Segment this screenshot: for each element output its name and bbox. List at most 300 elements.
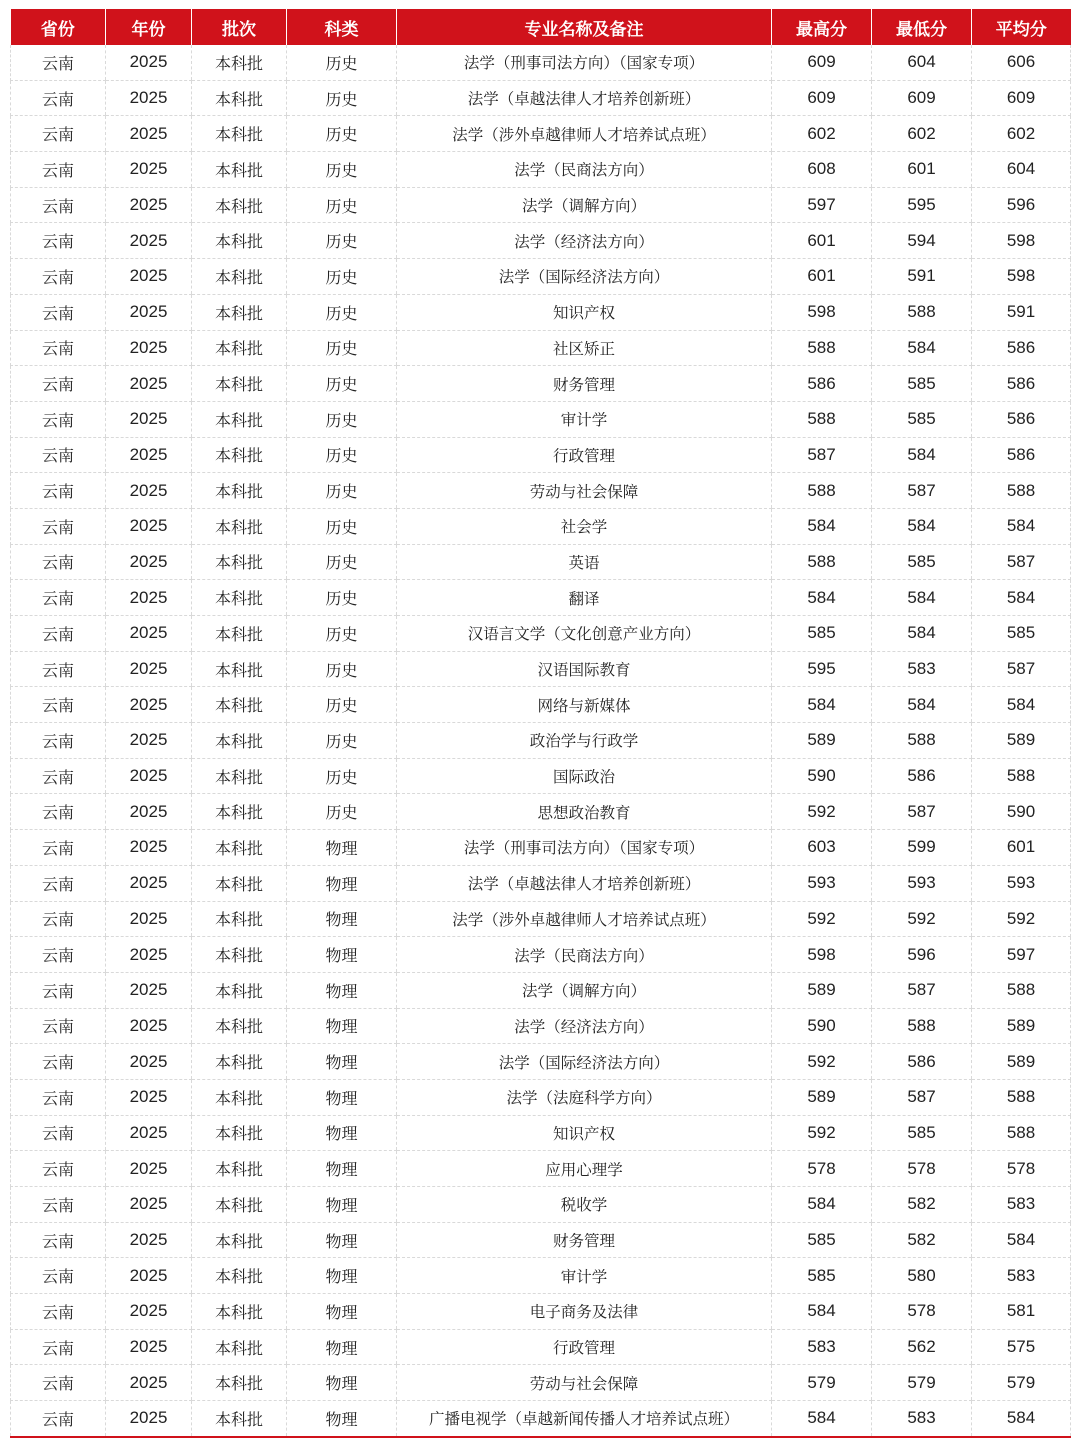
col-province-header: 省份 xyxy=(11,9,106,45)
table-row xyxy=(11,1222,1071,1258)
col-major-cell: 法学（民商法方向） xyxy=(397,937,772,973)
table-body xyxy=(11,45,1071,1437)
col-min-score-cell: 587 xyxy=(872,1079,972,1115)
col-batch-cell: 本科批 xyxy=(192,401,287,437)
col-avg-score-cell: 588 xyxy=(972,1079,1071,1115)
col-min-score-cell: 602 xyxy=(872,116,972,152)
col-max-score-cell: 590 xyxy=(772,758,872,794)
col-batch-cell: 本科批 xyxy=(192,1151,287,1187)
col-year-cell: 2025 xyxy=(106,830,192,866)
col-province-cell: 云南 xyxy=(11,830,106,866)
col-major-cell: 政治学与行政学 xyxy=(397,723,772,759)
col-province-cell: 云南 xyxy=(11,1044,106,1080)
col-subject-cell: 物理 xyxy=(287,1401,397,1437)
col-subject-cell: 物理 xyxy=(287,1329,397,1365)
col-avg-score-cell: 598 xyxy=(972,223,1071,259)
col-max-score-cell: 584 xyxy=(772,1294,872,1330)
col-major-cell: 法学（刑事司法方向）（国家专项） xyxy=(397,830,772,866)
table-row xyxy=(11,80,1071,116)
col-batch-cell: 本科批 xyxy=(192,937,287,973)
col-subject-cell: 历史 xyxy=(287,401,397,437)
col-min-score-cell: 588 xyxy=(872,723,972,759)
table-row xyxy=(11,401,1071,437)
col-province-cell: 云南 xyxy=(11,259,106,295)
col-province-cell: 云南 xyxy=(11,152,106,188)
col-subject-cell: 物理 xyxy=(287,972,397,1008)
col-province-cell: 云南 xyxy=(11,972,106,1008)
table-row xyxy=(11,45,1071,80)
col-batch-cell: 本科批 xyxy=(192,80,287,116)
col-min-score-cell: 596 xyxy=(872,937,972,973)
col-subject-cell: 物理 xyxy=(287,1365,397,1401)
col-major-cell: 法学（调解方向） xyxy=(397,972,772,1008)
table-row xyxy=(11,1294,1071,1330)
col-batch-cell: 本科批 xyxy=(192,865,287,901)
col-min-score-cell: 579 xyxy=(872,1365,972,1401)
col-avg-score-cell: 589 xyxy=(972,1044,1071,1080)
col-avg-score-cell: 590 xyxy=(972,794,1071,830)
col-subject-cell: 历史 xyxy=(287,294,397,330)
col-avg-score-cell: 584 xyxy=(972,687,1071,723)
col-batch-cell: 本科批 xyxy=(192,723,287,759)
col-subject-cell: 历史 xyxy=(287,80,397,116)
col-year-header: 年份 xyxy=(106,9,192,45)
col-max-score-cell: 601 xyxy=(772,259,872,295)
col-min-score-cell: 585 xyxy=(872,401,972,437)
col-major-cell: 法学（卓越法律人才培养创新班） xyxy=(397,865,772,901)
table-row xyxy=(11,687,1071,723)
col-subject-cell: 物理 xyxy=(287,1151,397,1187)
col-major-cell: 应用心理学 xyxy=(397,1151,772,1187)
col-subject-cell: 物理 xyxy=(287,865,397,901)
col-avg-score-cell: 586 xyxy=(972,401,1071,437)
col-province-cell: 云南 xyxy=(11,1258,106,1294)
col-year-cell: 2025 xyxy=(106,45,192,80)
col-major-cell: 审计学 xyxy=(397,401,772,437)
col-year-cell: 2025 xyxy=(106,1294,192,1330)
col-batch-cell: 本科批 xyxy=(192,1044,287,1080)
col-year-cell: 2025 xyxy=(106,366,192,402)
col-major-cell: 法学（法庭科学方向） xyxy=(397,1079,772,1115)
col-min-score-cell: 580 xyxy=(872,1258,972,1294)
col-major-cell: 法学（国际经济法方向） xyxy=(397,259,772,295)
col-province-cell: 云南 xyxy=(11,437,106,473)
table-row xyxy=(11,544,1071,580)
col-subject-cell: 历史 xyxy=(287,508,397,544)
col-subject-cell: 物理 xyxy=(287,1187,397,1223)
table-row xyxy=(11,1044,1071,1080)
col-min-score-cell: 587 xyxy=(872,972,972,1008)
col-province-cell: 云南 xyxy=(11,330,106,366)
col-province-cell: 云南 xyxy=(11,651,106,687)
col-avg-score-header: 平均分 xyxy=(972,9,1071,45)
col-subject-cell: 物理 xyxy=(287,1044,397,1080)
col-major-cell: 财务管理 xyxy=(397,366,772,402)
col-province-cell: 云南 xyxy=(11,401,106,437)
col-subject-cell: 物理 xyxy=(287,937,397,973)
col-min-score-cell: 588 xyxy=(872,1008,972,1044)
col-major-cell: 电子商务及法律 xyxy=(397,1294,772,1330)
col-batch-cell: 本科批 xyxy=(192,1401,287,1437)
table-row xyxy=(11,616,1071,652)
col-major-cell: 法学（国际经济法方向） xyxy=(397,1044,772,1080)
col-major-cell: 法学（涉外卓越律师人才培养试点班） xyxy=(397,901,772,937)
col-year-cell: 2025 xyxy=(106,1329,192,1365)
col-batch-cell: 本科批 xyxy=(192,1222,287,1258)
col-min-score-cell: 582 xyxy=(872,1187,972,1223)
col-max-score-cell: 584 xyxy=(772,687,872,723)
col-province-cell: 云南 xyxy=(11,544,106,580)
col-batch-cell: 本科批 xyxy=(192,152,287,188)
col-major-cell: 广播电视学（卓越新闻传播人才培养试点班） xyxy=(397,1401,772,1437)
col-province-cell: 云南 xyxy=(11,116,106,152)
col-max-score-cell: 592 xyxy=(772,1044,872,1080)
col-major-cell: 税收学 xyxy=(397,1187,772,1223)
col-avg-score-cell: 604 xyxy=(972,152,1071,188)
table-row xyxy=(11,794,1071,830)
col-max-score-cell: 584 xyxy=(772,508,872,544)
col-avg-score-cell: 588 xyxy=(972,972,1071,1008)
col-avg-score-cell: 586 xyxy=(972,330,1071,366)
table-row xyxy=(11,651,1071,687)
col-province-cell: 云南 xyxy=(11,937,106,973)
col-year-cell: 2025 xyxy=(106,259,192,295)
col-major-cell: 财务管理 xyxy=(397,1222,772,1258)
col-min-score-cell: 578 xyxy=(872,1151,972,1187)
col-avg-score-cell: 588 xyxy=(972,473,1071,509)
col-max-score-cell: 601 xyxy=(772,223,872,259)
col-year-cell: 2025 xyxy=(106,544,192,580)
col-major-cell: 劳动与社会保障 xyxy=(397,473,772,509)
col-year-cell: 2025 xyxy=(106,972,192,1008)
col-subject-cell: 历史 xyxy=(287,723,397,759)
col-year-cell: 2025 xyxy=(106,508,192,544)
col-subject-cell: 历史 xyxy=(287,366,397,402)
col-batch-cell: 本科批 xyxy=(192,1115,287,1151)
col-min-score-cell: 585 xyxy=(872,544,972,580)
col-subject-cell: 物理 xyxy=(287,1008,397,1044)
col-batch-cell: 本科批 xyxy=(192,366,287,402)
col-year-cell: 2025 xyxy=(106,116,192,152)
col-avg-score-cell: 591 xyxy=(972,294,1071,330)
col-min-score-cell: 604 xyxy=(872,45,972,80)
col-subject-cell: 历史 xyxy=(287,45,397,80)
col-avg-score-cell: 589 xyxy=(972,1008,1071,1044)
col-province-cell: 云南 xyxy=(11,1365,106,1401)
col-province-cell: 云南 xyxy=(11,45,106,80)
col-avg-score-cell: 585 xyxy=(972,616,1071,652)
col-batch-cell: 本科批 xyxy=(192,687,287,723)
col-major-cell: 社区矫正 xyxy=(397,330,772,366)
col-year-cell: 2025 xyxy=(106,1151,192,1187)
col-year-cell: 2025 xyxy=(106,901,192,937)
col-year-cell: 2025 xyxy=(106,1187,192,1223)
col-min-score-cell: 586 xyxy=(872,758,972,794)
col-avg-score-cell: 583 xyxy=(972,1187,1071,1223)
col-min-score-cell: 584 xyxy=(872,687,972,723)
col-max-score-cell: 602 xyxy=(772,116,872,152)
col-min-score-cell: 578 xyxy=(872,1294,972,1330)
col-batch-cell: 本科批 xyxy=(192,616,287,652)
col-province-cell: 云南 xyxy=(11,794,106,830)
col-max-score-cell: 609 xyxy=(772,80,872,116)
col-avg-score-cell: 584 xyxy=(972,1401,1071,1437)
col-major-cell: 翻译 xyxy=(397,580,772,616)
col-year-cell: 2025 xyxy=(106,152,192,188)
col-year-cell: 2025 xyxy=(106,687,192,723)
col-min-score-cell: 583 xyxy=(872,1401,972,1437)
col-province-cell: 云南 xyxy=(11,187,106,223)
col-min-score-cell: 584 xyxy=(872,330,972,366)
col-batch-cell: 本科批 xyxy=(192,972,287,1008)
col-batch-cell: 本科批 xyxy=(192,1258,287,1294)
col-max-score-cell: 584 xyxy=(772,580,872,616)
col-batch-cell: 本科批 xyxy=(192,45,287,80)
col-province-cell: 云南 xyxy=(11,1401,106,1437)
col-max-score-cell: 608 xyxy=(772,152,872,188)
col-major-cell: 法学（民商法方向） xyxy=(397,152,772,188)
col-avg-score-cell: 596 xyxy=(972,187,1071,223)
col-avg-score-cell: 584 xyxy=(972,580,1071,616)
col-avg-score-cell: 584 xyxy=(972,1222,1071,1258)
col-max-score-cell: 598 xyxy=(772,937,872,973)
col-avg-score-cell: 593 xyxy=(972,865,1071,901)
col-subject-cell: 历史 xyxy=(287,330,397,366)
col-province-cell: 云南 xyxy=(11,580,106,616)
col-max-score-header: 最高分 xyxy=(772,9,872,45)
col-year-cell: 2025 xyxy=(106,294,192,330)
col-min-score-cell: 587 xyxy=(872,794,972,830)
col-min-score-cell: 588 xyxy=(872,294,972,330)
col-subject-cell: 历史 xyxy=(287,687,397,723)
col-batch-cell: 本科批 xyxy=(192,473,287,509)
col-province-cell: 云南 xyxy=(11,1151,106,1187)
col-min-score-cell: 593 xyxy=(872,865,972,901)
col-min-score-cell: 595 xyxy=(872,187,972,223)
col-avg-score-cell: 586 xyxy=(972,437,1071,473)
col-subject-cell: 历史 xyxy=(287,580,397,616)
col-avg-score-cell: 601 xyxy=(972,830,1071,866)
col-year-cell: 2025 xyxy=(106,1222,192,1258)
col-major-cell: 社会学 xyxy=(397,508,772,544)
col-avg-score-cell: 581 xyxy=(972,1294,1071,1330)
col-province-cell: 云南 xyxy=(11,294,106,330)
col-year-cell: 2025 xyxy=(106,1365,192,1401)
col-year-cell: 2025 xyxy=(106,651,192,687)
col-min-score-cell: 584 xyxy=(872,508,972,544)
col-min-score-cell: 599 xyxy=(872,830,972,866)
col-batch-cell: 本科批 xyxy=(192,901,287,937)
table-row xyxy=(11,366,1071,402)
col-max-score-cell: 578 xyxy=(772,1151,872,1187)
table-row xyxy=(11,937,1071,973)
col-batch-cell: 本科批 xyxy=(192,437,287,473)
table-row xyxy=(11,294,1071,330)
col-max-score-cell: 588 xyxy=(772,330,872,366)
col-min-score-cell: 585 xyxy=(872,1115,972,1151)
col-major-cell: 法学（调解方向） xyxy=(397,187,772,223)
col-avg-score-cell: 587 xyxy=(972,544,1071,580)
col-year-cell: 2025 xyxy=(106,758,192,794)
table-row xyxy=(11,901,1071,937)
col-province-cell: 云南 xyxy=(11,687,106,723)
col-province-cell: 云南 xyxy=(11,865,106,901)
col-avg-score-cell: 597 xyxy=(972,937,1071,973)
col-min-score-cell: 594 xyxy=(872,223,972,259)
col-batch-cell: 本科批 xyxy=(192,651,287,687)
col-province-cell: 云南 xyxy=(11,723,106,759)
col-province-cell: 云南 xyxy=(11,1222,106,1258)
col-batch-header: 批次 xyxy=(192,9,287,45)
col-avg-score-cell: 579 xyxy=(972,1365,1071,1401)
col-major-cell: 审计学 xyxy=(397,1258,772,1294)
col-major-cell: 知识产权 xyxy=(397,1115,772,1151)
table-row xyxy=(11,1079,1071,1115)
col-major-cell: 行政管理 xyxy=(397,437,772,473)
col-major-cell: 法学（卓越法律人才培养创新班） xyxy=(397,80,772,116)
table-row xyxy=(11,508,1071,544)
col-major-header: 专业名称及备注 xyxy=(397,9,772,45)
col-min-score-cell: 601 xyxy=(872,152,972,188)
table-row xyxy=(11,330,1071,366)
header-row xyxy=(11,9,1071,45)
col-subject-cell: 历史 xyxy=(287,259,397,295)
col-major-cell: 法学（经济法方向） xyxy=(397,1008,772,1044)
col-batch-cell: 本科批 xyxy=(192,187,287,223)
col-max-score-cell: 603 xyxy=(772,830,872,866)
col-avg-score-cell: 606 xyxy=(972,45,1071,80)
col-subject-cell: 历史 xyxy=(287,544,397,580)
col-year-cell: 2025 xyxy=(106,1079,192,1115)
col-subject-cell: 物理 xyxy=(287,1115,397,1151)
table-row xyxy=(11,259,1071,295)
col-major-cell: 汉语国际教育 xyxy=(397,651,772,687)
col-subject-cell: 历史 xyxy=(287,651,397,687)
col-year-cell: 2025 xyxy=(106,1044,192,1080)
col-max-score-cell: 584 xyxy=(772,1187,872,1223)
table-row xyxy=(11,1365,1071,1401)
table-row xyxy=(11,1187,1071,1223)
col-batch-cell: 本科批 xyxy=(192,330,287,366)
col-province-cell: 云南 xyxy=(11,616,106,652)
col-min-score-cell: 585 xyxy=(872,366,972,402)
col-year-cell: 2025 xyxy=(106,437,192,473)
admission-score-table xyxy=(10,9,1071,1438)
col-year-cell: 2025 xyxy=(106,330,192,366)
col-subject-cell: 历史 xyxy=(287,437,397,473)
table-row xyxy=(11,1258,1071,1294)
col-avg-score-cell: 583 xyxy=(972,1258,1071,1294)
col-year-cell: 2025 xyxy=(106,187,192,223)
col-year-cell: 2025 xyxy=(106,616,192,652)
col-subject-cell: 历史 xyxy=(287,152,397,188)
col-batch-cell: 本科批 xyxy=(192,1079,287,1115)
col-year-cell: 2025 xyxy=(106,80,192,116)
col-year-cell: 2025 xyxy=(106,723,192,759)
col-year-cell: 2025 xyxy=(106,1115,192,1151)
col-max-score-cell: 588 xyxy=(772,401,872,437)
col-major-cell: 英语 xyxy=(397,544,772,580)
col-avg-score-cell: 588 xyxy=(972,1115,1071,1151)
col-province-cell: 云南 xyxy=(11,366,106,402)
col-avg-score-cell: 598 xyxy=(972,259,1071,295)
table-row xyxy=(11,223,1071,259)
col-year-cell: 2025 xyxy=(106,401,192,437)
col-avg-score-cell: 575 xyxy=(972,1329,1071,1365)
col-batch-cell: 本科批 xyxy=(192,223,287,259)
col-subject-cell: 历史 xyxy=(287,616,397,652)
col-subject-cell: 物理 xyxy=(287,901,397,937)
col-max-score-cell: 588 xyxy=(772,544,872,580)
col-max-score-cell: 587 xyxy=(772,437,872,473)
table-row xyxy=(11,1401,1071,1437)
col-max-score-cell: 585 xyxy=(772,616,872,652)
col-province-cell: 云南 xyxy=(11,80,106,116)
col-min-score-cell: 584 xyxy=(872,580,972,616)
col-max-score-cell: 579 xyxy=(772,1365,872,1401)
table-row xyxy=(11,580,1071,616)
col-min-score-cell: 587 xyxy=(872,473,972,509)
col-batch-cell: 本科批 xyxy=(192,794,287,830)
col-batch-cell: 本科批 xyxy=(192,758,287,794)
col-subject-cell: 历史 xyxy=(287,223,397,259)
col-max-score-cell: 592 xyxy=(772,794,872,830)
col-province-cell: 云南 xyxy=(11,1187,106,1223)
col-avg-score-cell: 584 xyxy=(972,508,1071,544)
col-avg-score-cell: 592 xyxy=(972,901,1071,937)
col-max-score-cell: 593 xyxy=(772,865,872,901)
col-max-score-cell: 583 xyxy=(772,1329,872,1365)
col-max-score-cell: 592 xyxy=(772,901,872,937)
col-major-cell: 知识产权 xyxy=(397,294,772,330)
col-year-cell: 2025 xyxy=(106,865,192,901)
col-avg-score-cell: 609 xyxy=(972,80,1071,116)
col-batch-cell: 本科批 xyxy=(192,1329,287,1365)
table-row xyxy=(11,473,1071,509)
col-avg-score-cell: 588 xyxy=(972,758,1071,794)
table-row xyxy=(11,865,1071,901)
col-subject-cell: 历史 xyxy=(287,187,397,223)
table-row xyxy=(11,116,1071,152)
col-min-score-cell: 584 xyxy=(872,437,972,473)
col-year-cell: 2025 xyxy=(106,1401,192,1437)
col-batch-cell: 本科批 xyxy=(192,830,287,866)
col-min-score-cell: 562 xyxy=(872,1329,972,1365)
col-batch-cell: 本科批 xyxy=(192,1365,287,1401)
col-province-cell: 云南 xyxy=(11,223,106,259)
col-subject-cell: 历史 xyxy=(287,473,397,509)
col-max-score-cell: 584 xyxy=(772,1401,872,1437)
col-major-cell: 思想政治教育 xyxy=(397,794,772,830)
col-province-cell: 云南 xyxy=(11,508,106,544)
col-batch-cell: 本科批 xyxy=(192,1008,287,1044)
col-batch-cell: 本科批 xyxy=(192,116,287,152)
col-major-cell: 汉语言文学（文化创意产业方向） xyxy=(397,616,772,652)
col-max-score-cell: 589 xyxy=(772,1079,872,1115)
col-subject-cell: 物理 xyxy=(287,1222,397,1258)
col-subject-cell: 历史 xyxy=(287,116,397,152)
col-subject-cell: 历史 xyxy=(287,794,397,830)
col-major-cell: 行政管理 xyxy=(397,1329,772,1365)
col-min-score-cell: 592 xyxy=(872,901,972,937)
col-avg-score-cell: 578 xyxy=(972,1151,1071,1187)
col-subject-cell: 物理 xyxy=(287,1294,397,1330)
col-batch-cell: 本科批 xyxy=(192,580,287,616)
col-min-score-cell: 591 xyxy=(872,259,972,295)
table-row xyxy=(11,1329,1071,1365)
table-row xyxy=(11,1115,1071,1151)
col-min-score-cell: 583 xyxy=(872,651,972,687)
